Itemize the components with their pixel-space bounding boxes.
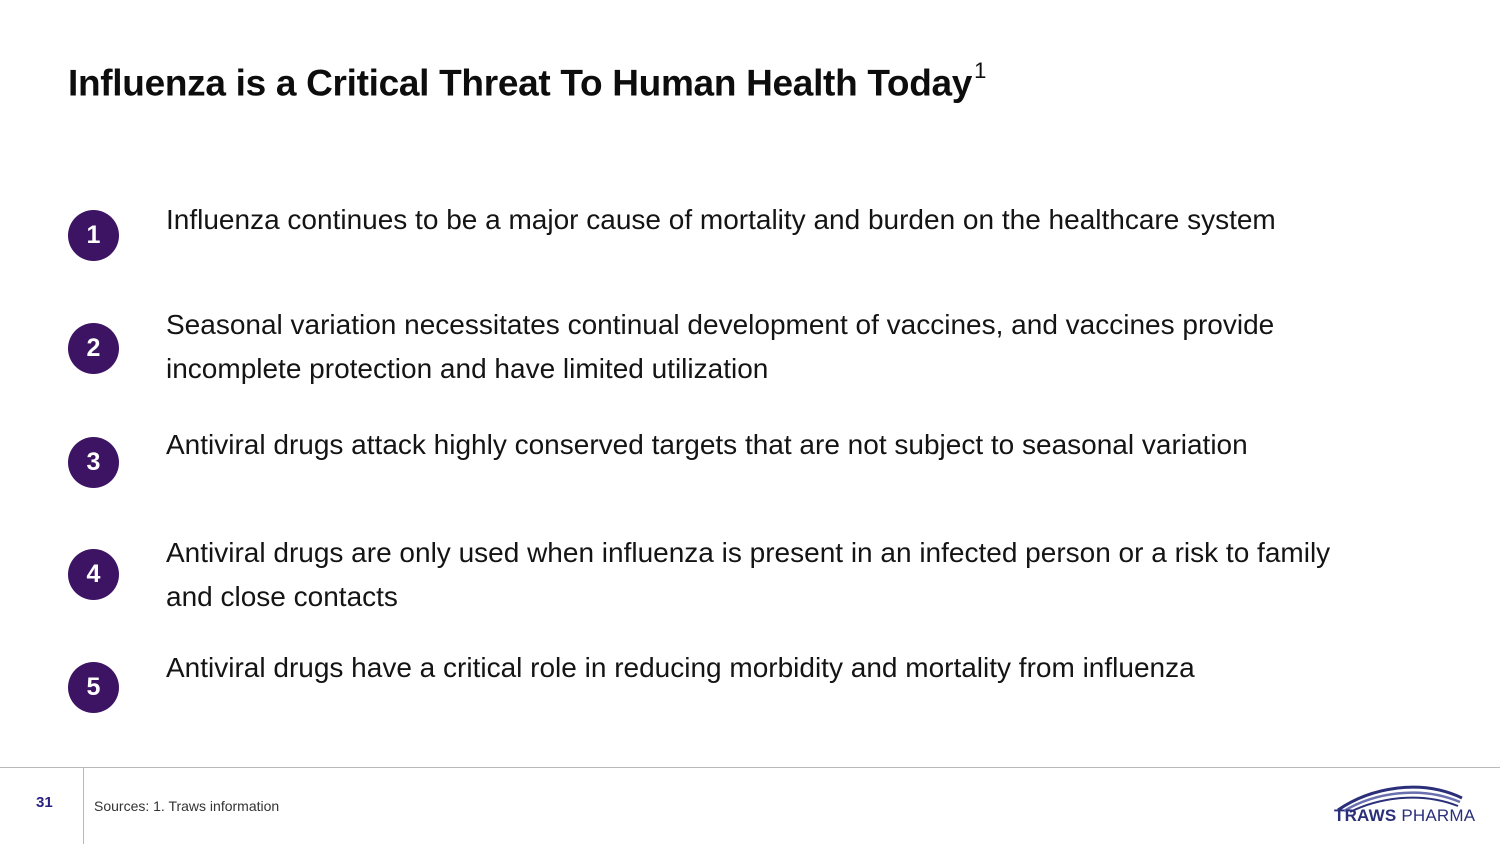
bullet-text-4: Antiviral drugs are only used when influenza is present in an infected person or a risk to family and close contacts [166, 537, 1331, 612]
logo-wordmark-regular: PHARMA [1396, 806, 1476, 825]
slide-title [68, 58, 987, 104]
footer-divider [83, 768, 84, 844]
bullet-number-5: 5 [68, 662, 119, 713]
sources-note: Sources: 1. Traws information [94, 798, 280, 814]
logo-wordmark-bold: TRAWS [1334, 806, 1397, 825]
bullet-text-3: Antiviral drugs attack highly conserved targets that are not subject to seasonal variation [166, 429, 1248, 460]
bullet-number-1: 1 [68, 210, 119, 261]
bullet-text-2: Seasonal variation necessitates continual development of vaccines, and vaccines provide incomplete protection and have limited utilization [166, 309, 1275, 384]
slide-title-text: Influenza is a Critical Threat To Human Health Today [68, 62, 973, 104]
bullet-text-1: Influenza continues to be a major cause of mortality and burden on the healthcare system [166, 204, 1276, 235]
bullet-text-5: Antiviral drugs have a critical role in reducing morbidity and mortality from influenza [166, 652, 1195, 683]
page-number: 31 [36, 794, 53, 811]
bullet-number-2: 2 [68, 323, 119, 374]
logo-wordmark [1334, 806, 1475, 826]
bullet-number-4: 4 [68, 549, 119, 600]
bullet-number-3: 3 [68, 437, 119, 488]
footer-rule [0, 767, 1500, 768]
traws-pharma-logo [1330, 780, 1476, 830]
title-footnote-marker: 1 [974, 58, 987, 83]
